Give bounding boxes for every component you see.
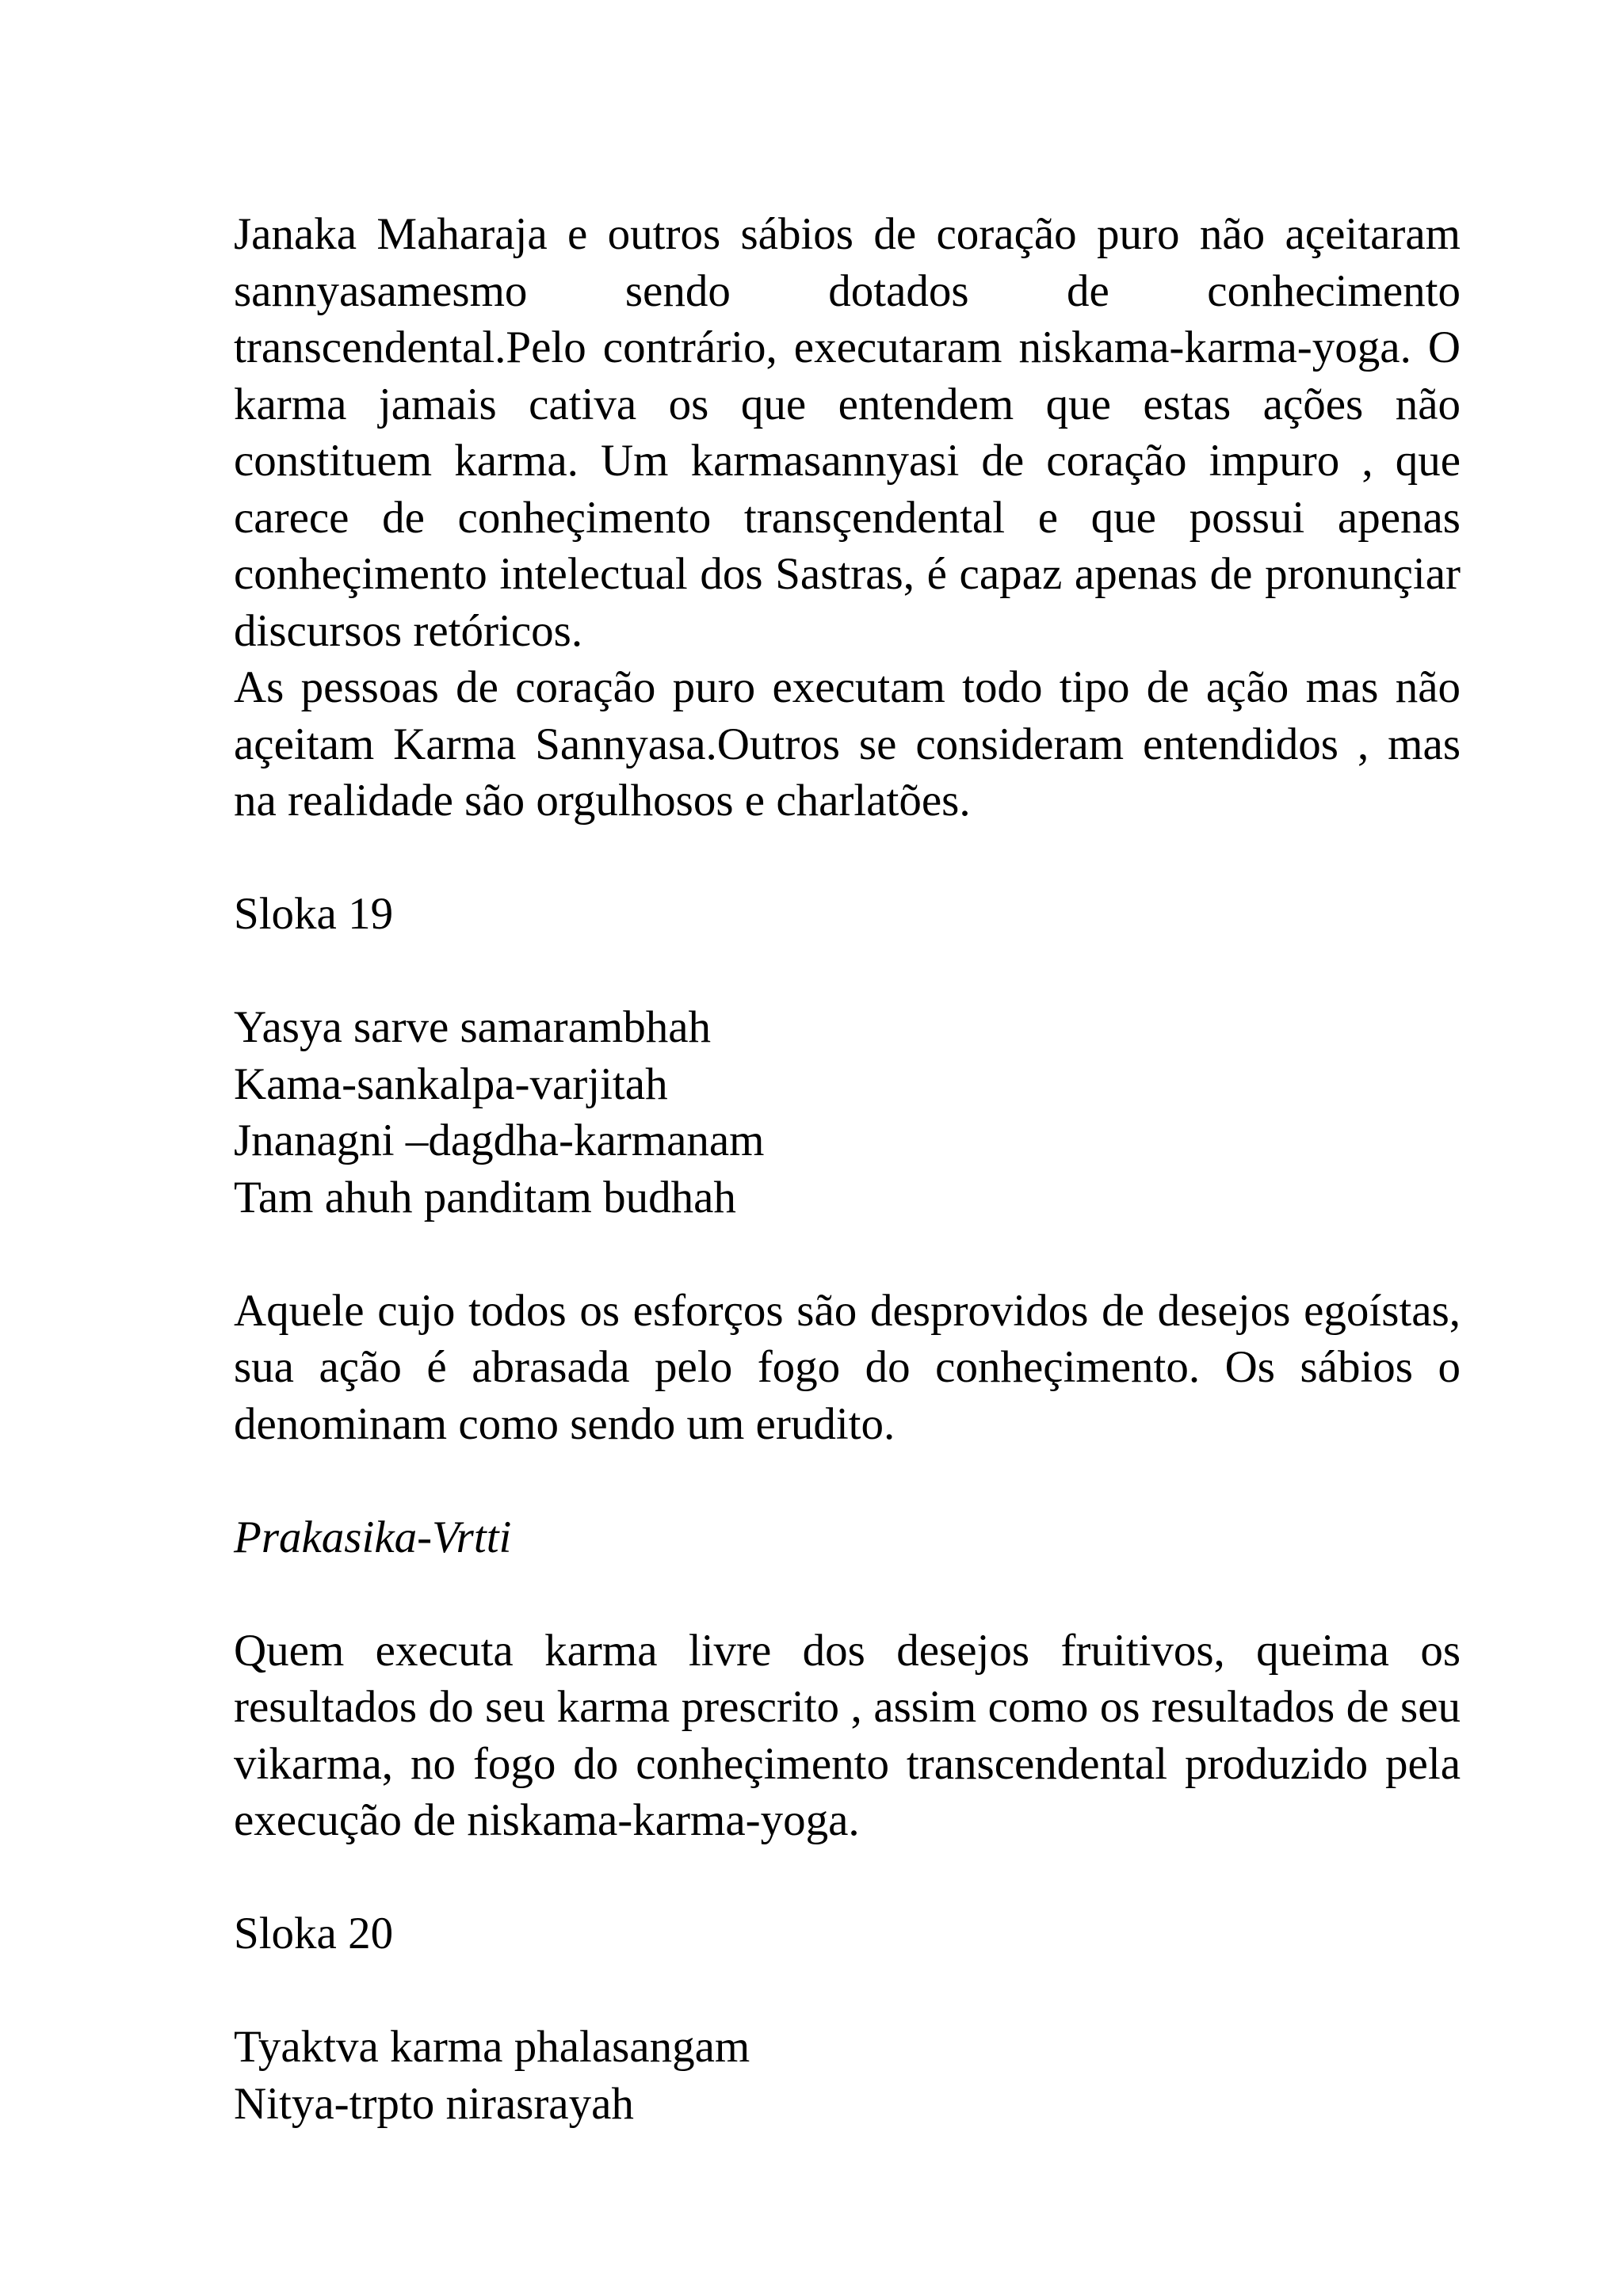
verse-line: Jnanagni –dagdha-karmanam <box>234 1116 765 1165</box>
sloka-20-heading: Sloka 20 <box>234 1909 394 1958</box>
commentary-19: Quem executa karma livre dos desejos fruitivos, queima os resultados do seu karma prescrito , assim como os resultados de seu vikarma, no fogo do conheçimento transcendental produzido pela execução de niskama-karma-yoga. <box>234 1625 1461 1845</box>
commentary-heading: Prakasika-Vrtti <box>234 1512 512 1562</box>
verse-line: Yasya sarve samarambhah <box>234 1002 712 1052</box>
sloka-19-heading: Sloka 19 <box>234 889 394 939</box>
paragraph-pure-hearted: As pessoas de coração puro executam todo tipo de ação mas não açeitam Karma Sannyasa.Outros se consideram entendidos , mas na realidade são orgulhosos e charlatões. <box>234 662 1461 826</box>
document-body <box>234 206 1461 2132</box>
paragraph-janaka: Janaka Maharaja e outros sábios de coração puro não açeitaram sannyasamesmo sendo dotados de conhecimento transcendental.Pelo contrário, executaram niskama-karma-yoga. O karma jamais cativa os que entendem que estas ações não constituem karma. Um karmasannyasi de coração impuro , que carece de conheçimento transçendental e que possui apenas conheçimento intelectual dos Sastras, é capaz apenas de pronunçiar discursos retóricos. <box>234 209 1461 656</box>
sloka-20-verse <box>234 2019 1461 2132</box>
verse-line: Tyaktva karma phalasangam <box>234 2022 750 2072</box>
verse-line: Tam ahuh panditam budhah <box>234 1172 736 1222</box>
translation-19: Aquele cujo todos os esforços são desprovidos de desejos egoístas, sua ação é abrasada pelo fogo do conheçimento. Os sábios o denominam como sendo um erudito. <box>234 1285 1461 1449</box>
sloka-19-verse <box>234 999 1461 1226</box>
verse-line: Kama-sankalpa-varjitah <box>234 1058 668 1109</box>
spacer <box>234 1962 1461 2019</box>
spacer <box>234 1452 1461 1509</box>
spacer <box>234 943 1461 1000</box>
spacer <box>234 1849 1461 1906</box>
verse-line: Nitya-trpto nirasrayah <box>234 2078 634 2129</box>
spacer <box>234 1226 1461 1283</box>
spacer <box>234 1566 1461 1623</box>
spacer <box>234 830 1461 887</box>
